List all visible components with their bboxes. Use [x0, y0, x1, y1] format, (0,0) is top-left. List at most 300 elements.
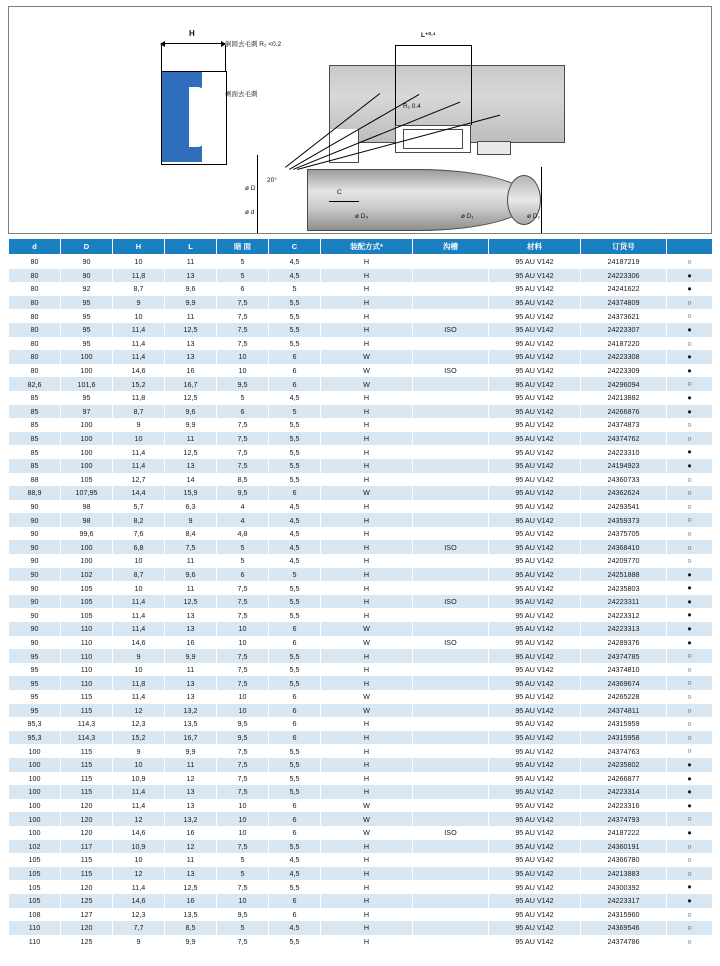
cell-face: 5	[217, 269, 269, 283]
cell-order-number: 24374793	[581, 812, 667, 826]
cell-material: 95 AU V142	[489, 486, 581, 500]
cell-L: 13	[165, 269, 217, 283]
cell-C: 4,5	[269, 269, 321, 283]
table-row	[9, 568, 713, 582]
cell-D: 110	[61, 663, 113, 677]
table-row	[9, 676, 713, 690]
table-row	[9, 527, 713, 541]
cell-H: 8,7	[113, 405, 165, 419]
cell-H: 12,3	[113, 908, 165, 922]
cell-L: 16	[165, 636, 217, 650]
cell-material: 95 AU V142	[489, 527, 581, 541]
cell-groove	[413, 785, 489, 799]
cell-fit: H	[321, 568, 413, 582]
cell-material: 95 AU V142	[489, 622, 581, 636]
header-material: 材料	[489, 239, 581, 255]
cell-fit: H	[321, 840, 413, 854]
cell-groove	[413, 663, 489, 677]
cell-H: 10	[113, 309, 165, 323]
cell-fit: H	[321, 649, 413, 663]
cell-material: 95 AU V142	[489, 908, 581, 922]
cell-fit: H	[321, 853, 413, 867]
cell-D: 125	[61, 935, 113, 949]
cell-material: 95 AU V142	[489, 921, 581, 935]
cell-C: 6	[269, 731, 321, 745]
cell-availability: ○	[667, 840, 713, 854]
cell-d: 85	[9, 459, 61, 473]
cell-groove	[413, 445, 489, 459]
cell-groove	[413, 608, 489, 622]
cell-order-number: 24235802	[581, 758, 667, 772]
cell-L: 14	[165, 473, 217, 487]
cell-C: 6	[269, 894, 321, 908]
cell-availability: ○	[667, 867, 713, 881]
cell-order-number: 24293541	[581, 500, 667, 514]
table-row	[9, 704, 713, 718]
cell-groove	[413, 391, 489, 405]
cell-availability: ●	[667, 350, 713, 364]
cell-groove	[413, 350, 489, 364]
cell-order-number: 24374811	[581, 704, 667, 718]
cell-fit: W	[321, 364, 413, 378]
cell-availability: ●	[667, 636, 713, 650]
cell-H: 6,8	[113, 540, 165, 554]
cell-face: 7,5	[217, 296, 269, 310]
cell-H: 9	[113, 744, 165, 758]
header-order-number: 订货号	[581, 239, 667, 255]
cell-fit: H	[321, 921, 413, 935]
table-row	[9, 758, 713, 772]
cell-H: 10	[113, 758, 165, 772]
cell-fit: W	[321, 812, 413, 826]
table-row	[9, 663, 713, 677]
cell-order-number: 24374785	[581, 649, 667, 663]
cell-face: 6	[217, 568, 269, 582]
diameter-D3-label: ø D₃	[355, 213, 369, 220]
cell-fit: H	[321, 405, 413, 419]
cell-H: 10	[113, 554, 165, 568]
cell-D: 110	[61, 649, 113, 663]
cell-face: 5	[217, 255, 269, 269]
cell-L: 13	[165, 785, 217, 799]
table-row	[9, 337, 713, 351]
cell-d: 110	[9, 935, 61, 949]
product-table	[8, 238, 713, 948]
cell-D: 120	[61, 880, 113, 894]
cell-d: 85	[9, 432, 61, 446]
cell-face: 9,5	[217, 377, 269, 391]
cell-C: 6	[269, 799, 321, 813]
diameter-d-label: ø d	[245, 209, 255, 216]
cell-material: 95 AU V142	[489, 337, 581, 351]
L-extension-right	[471, 45, 472, 125]
cell-face: 4,8	[217, 527, 269, 541]
cell-availability: ○	[667, 337, 713, 351]
cell-d: 85	[9, 445, 61, 459]
table-row	[9, 785, 713, 799]
cell-H: 14,6	[113, 894, 165, 908]
shaft	[307, 169, 531, 231]
cell-d: 95	[9, 690, 61, 704]
table-row	[9, 867, 713, 881]
cell-material: 95 AU V142	[489, 840, 581, 854]
cell-fit: H	[321, 731, 413, 745]
table-row	[9, 636, 713, 650]
cell-D: 90	[61, 255, 113, 269]
cell-groove	[413, 908, 489, 922]
cell-C: 5,5	[269, 473, 321, 487]
cell-groove	[413, 581, 489, 595]
cell-availability: ●	[667, 568, 713, 582]
cell-groove: ISO	[413, 364, 489, 378]
cell-C: 4,5	[269, 527, 321, 541]
header-C: C	[269, 239, 321, 255]
cell-order-number: 24223317	[581, 894, 667, 908]
cell-order-number: 24374786	[581, 935, 667, 949]
cell-L: 9,6	[165, 405, 217, 419]
cell-H: 9	[113, 296, 165, 310]
seal-height-label: H	[189, 29, 195, 38]
cell-material: 95 AU V142	[489, 445, 581, 459]
seal-groove-notch	[190, 107, 204, 127]
cell-availability: ●	[667, 269, 713, 283]
cell-groove: ISO	[413, 595, 489, 609]
cell-material: 95 AU V142	[489, 880, 581, 894]
cell-groove	[413, 704, 489, 718]
table-row	[9, 840, 713, 854]
cell-H: 8,7	[113, 282, 165, 296]
cell-order-number: 24251888	[581, 568, 667, 582]
table-row	[9, 282, 713, 296]
cell-L: 13	[165, 622, 217, 636]
cell-H: 11,8	[113, 269, 165, 283]
cell-D: 115	[61, 772, 113, 786]
cell-d: 90	[9, 500, 61, 514]
cell-face: 5	[217, 867, 269, 881]
cell-face: 7,5	[217, 785, 269, 799]
table-row	[9, 744, 713, 758]
cell-face: 7,5	[217, 880, 269, 894]
cell-d: 100	[9, 772, 61, 786]
cell-availability: ○	[667, 500, 713, 514]
cell-availability: ○	[667, 377, 713, 391]
cell-availability: ●	[667, 323, 713, 337]
table-row	[9, 853, 713, 867]
cell-availability: ●	[667, 364, 713, 378]
cell-availability: ○	[667, 853, 713, 867]
cell-order-number: 24289376	[581, 636, 667, 650]
cell-D: 120	[61, 812, 113, 826]
cell-material: 95 AU V142	[489, 581, 581, 595]
cell-L: 9,9	[165, 649, 217, 663]
cell-d: 85	[9, 418, 61, 432]
cell-H: 11,4	[113, 690, 165, 704]
cell-C: 5,5	[269, 432, 321, 446]
cell-L: 8,5	[165, 921, 217, 935]
cell-order-number: 24374763	[581, 744, 667, 758]
cell-groove	[413, 799, 489, 813]
cell-availability: ○	[667, 486, 713, 500]
cell-groove	[413, 935, 489, 949]
cell-order-number: 24223314	[581, 785, 667, 799]
cell-D: 107,95	[61, 486, 113, 500]
cell-C: 6	[269, 704, 321, 718]
cell-H: 11,4	[113, 785, 165, 799]
cell-order-number: 24223312	[581, 608, 667, 622]
cell-fit: H	[321, 337, 413, 351]
cell-C: 6	[269, 690, 321, 704]
cell-face: 10	[217, 636, 269, 650]
cell-C: 5	[269, 282, 321, 296]
cell-groove	[413, 377, 489, 391]
cell-order-number: 24223316	[581, 799, 667, 813]
cell-D: 120	[61, 921, 113, 935]
cell-H: 10	[113, 432, 165, 446]
cell-fit: H	[321, 513, 413, 527]
cell-fit: H	[321, 323, 413, 337]
cell-face: 7,5	[217, 459, 269, 473]
cell-availability: ○	[667, 731, 713, 745]
cell-face: 10	[217, 704, 269, 718]
cell-C: 6	[269, 717, 321, 731]
cell-groove	[413, 867, 489, 881]
table-row	[9, 772, 713, 786]
cell-availability: ●	[667, 595, 713, 609]
cell-H: 11,4	[113, 799, 165, 813]
angle-note-label: 20°	[267, 177, 277, 184]
cell-material: 95 AU V142	[489, 853, 581, 867]
cell-C: 5,5	[269, 337, 321, 351]
cell-C: 4,5	[269, 255, 321, 269]
header-groove: 沟槽	[413, 239, 489, 255]
cell-fit: H	[321, 744, 413, 758]
cell-C: 6	[269, 636, 321, 650]
cell-C: 5,5	[269, 296, 321, 310]
cell-groove	[413, 853, 489, 867]
table-row	[9, 649, 713, 663]
table-row	[9, 622, 713, 636]
cell-order-number: 24213882	[581, 391, 667, 405]
cell-groove	[413, 269, 489, 283]
table-row	[9, 608, 713, 622]
cell-order-number: 24374809	[581, 296, 667, 310]
cell-groove	[413, 418, 489, 432]
table-row	[9, 921, 713, 935]
cell-L: 6,3	[165, 500, 217, 514]
cell-C: 5,5	[269, 663, 321, 677]
cell-fit: H	[321, 255, 413, 269]
cell-L: 13	[165, 459, 217, 473]
cell-L: 12,5	[165, 880, 217, 894]
table-row	[9, 894, 713, 908]
cell-L: 16,7	[165, 731, 217, 745]
cell-material: 95 AU V142	[489, 704, 581, 718]
cell-groove	[413, 337, 489, 351]
cell-d: 100	[9, 799, 61, 813]
L-extension-left	[395, 45, 396, 125]
cell-material: 95 AU V142	[489, 663, 581, 677]
cell-groove	[413, 296, 489, 310]
cell-L: 13,2	[165, 704, 217, 718]
cell-order-number: 24369546	[581, 921, 667, 935]
cell-D: 115	[61, 758, 113, 772]
cell-C: 6	[269, 622, 321, 636]
radius-note-label: R₁ 0.4	[403, 103, 421, 110]
table-row	[9, 309, 713, 323]
cell-fit: H	[321, 309, 413, 323]
cell-order-number: 24359373	[581, 513, 667, 527]
cell-order-number: 24223308	[581, 350, 667, 364]
cell-material: 95 AU V142	[489, 323, 581, 337]
cell-availability: ●	[667, 445, 713, 459]
cell-C: 5,5	[269, 840, 321, 854]
table-row	[9, 908, 713, 922]
cell-face: 4	[217, 513, 269, 527]
cell-H: 11,8	[113, 391, 165, 405]
cell-L: 13,5	[165, 908, 217, 922]
cell-face: 4	[217, 500, 269, 514]
cell-D: 90	[61, 269, 113, 283]
cell-material: 95 AU V142	[489, 935, 581, 949]
table-row	[9, 405, 713, 419]
table-row	[9, 717, 713, 731]
L-label: L⁺⁰·²	[421, 32, 436, 39]
cell-order-number: 24360191	[581, 840, 667, 854]
cell-D: 101,6	[61, 377, 113, 391]
cell-groove	[413, 731, 489, 745]
cell-material: 95 AU V142	[489, 377, 581, 391]
cell-D: 100	[61, 445, 113, 459]
cell-face: 6	[217, 405, 269, 419]
cell-L: 13	[165, 608, 217, 622]
cell-face: 7,5	[217, 418, 269, 432]
cell-fit: H	[321, 540, 413, 554]
cell-availability: ●	[667, 282, 713, 296]
table-row	[9, 323, 713, 337]
cell-C: 5,5	[269, 323, 321, 337]
cell-H: 10	[113, 581, 165, 595]
cell-material: 95 AU V142	[489, 717, 581, 731]
cell-face: 7,5	[217, 608, 269, 622]
cell-D: 105	[61, 581, 113, 595]
cell-groove: ISO	[413, 323, 489, 337]
cell-face: 5	[217, 554, 269, 568]
cell-face: 10	[217, 690, 269, 704]
cell-L: 15,9	[165, 486, 217, 500]
cell-groove	[413, 921, 489, 935]
cell-d: 100	[9, 826, 61, 840]
catalog-page	[0, 6, 720, 966]
cell-H: 14,6	[113, 826, 165, 840]
table-row	[9, 500, 713, 514]
cell-fit: H	[321, 554, 413, 568]
cell-fit: W	[321, 690, 413, 704]
cell-C: 5	[269, 568, 321, 582]
cell-groove	[413, 459, 489, 473]
cell-order-number: 24223309	[581, 364, 667, 378]
cell-L: 9,9	[165, 935, 217, 949]
cell-C: 5,5	[269, 772, 321, 786]
cell-H: 5,7	[113, 500, 165, 514]
cell-face: 9,5	[217, 486, 269, 500]
cell-availability: ●	[667, 799, 713, 813]
cell-D: 115	[61, 867, 113, 881]
cell-material: 95 AU V142	[489, 690, 581, 704]
cell-fit: H	[321, 581, 413, 595]
cell-face: 10	[217, 799, 269, 813]
cell-material: 95 AU V142	[489, 731, 581, 745]
cell-availability: ○	[667, 309, 713, 323]
cell-D: 127	[61, 908, 113, 922]
cell-C: 5,5	[269, 649, 321, 663]
table-row	[9, 826, 713, 840]
cell-fit: H	[321, 894, 413, 908]
cell-groove	[413, 894, 489, 908]
cell-availability: ○	[667, 432, 713, 446]
cell-availability: ○	[667, 812, 713, 826]
cell-order-number: 24241622	[581, 282, 667, 296]
cell-H: 12	[113, 867, 165, 881]
table-row	[9, 799, 713, 813]
cell-availability: ○	[667, 513, 713, 527]
cell-groove	[413, 527, 489, 541]
cell-d: 80	[9, 364, 61, 378]
cell-D: 92	[61, 282, 113, 296]
cell-D: 95	[61, 337, 113, 351]
cell-material: 95 AU V142	[489, 418, 581, 432]
cell-availability: ○	[667, 935, 713, 949]
cell-C: 4,5	[269, 867, 321, 881]
cell-fit: H	[321, 432, 413, 446]
table-header-row	[9, 239, 713, 255]
height-dimension-line	[161, 43, 225, 44]
table-row	[9, 880, 713, 894]
cell-D: 114,3	[61, 717, 113, 731]
cell-groove	[413, 432, 489, 446]
cell-d: 88	[9, 473, 61, 487]
cell-face: 7,5	[217, 758, 269, 772]
diameter-D1-label: ø D₁	[461, 213, 474, 220]
cell-D: 100	[61, 554, 113, 568]
cell-face: 5	[217, 853, 269, 867]
cell-fit: H	[321, 445, 413, 459]
cell-material: 95 AU V142	[489, 894, 581, 908]
cell-L: 16	[165, 826, 217, 840]
cell-C: 5,5	[269, 880, 321, 894]
cell-order-number: 24187219	[581, 255, 667, 269]
cell-C: 5,5	[269, 581, 321, 595]
cell-d: 95,3	[9, 717, 61, 731]
cell-order-number: 24187220	[581, 337, 667, 351]
cell-groove	[413, 880, 489, 894]
cell-availability: ○	[667, 744, 713, 758]
cell-face: 5	[217, 921, 269, 935]
cell-face: 7,5	[217, 772, 269, 786]
cell-fit: W	[321, 799, 413, 813]
cell-fit: W	[321, 350, 413, 364]
cell-H: 14,6	[113, 636, 165, 650]
cell-D: 114,3	[61, 731, 113, 745]
cell-order-number: 24223313	[581, 622, 667, 636]
cell-order-number: 24187222	[581, 826, 667, 840]
cell-H: 15,2	[113, 731, 165, 745]
cell-material: 95 AU V142	[489, 568, 581, 582]
cell-d: 80	[9, 255, 61, 269]
cell-d: 90	[9, 595, 61, 609]
cell-L: 16	[165, 894, 217, 908]
cell-material: 95 AU V142	[489, 744, 581, 758]
cell-L: 16,7	[165, 377, 217, 391]
